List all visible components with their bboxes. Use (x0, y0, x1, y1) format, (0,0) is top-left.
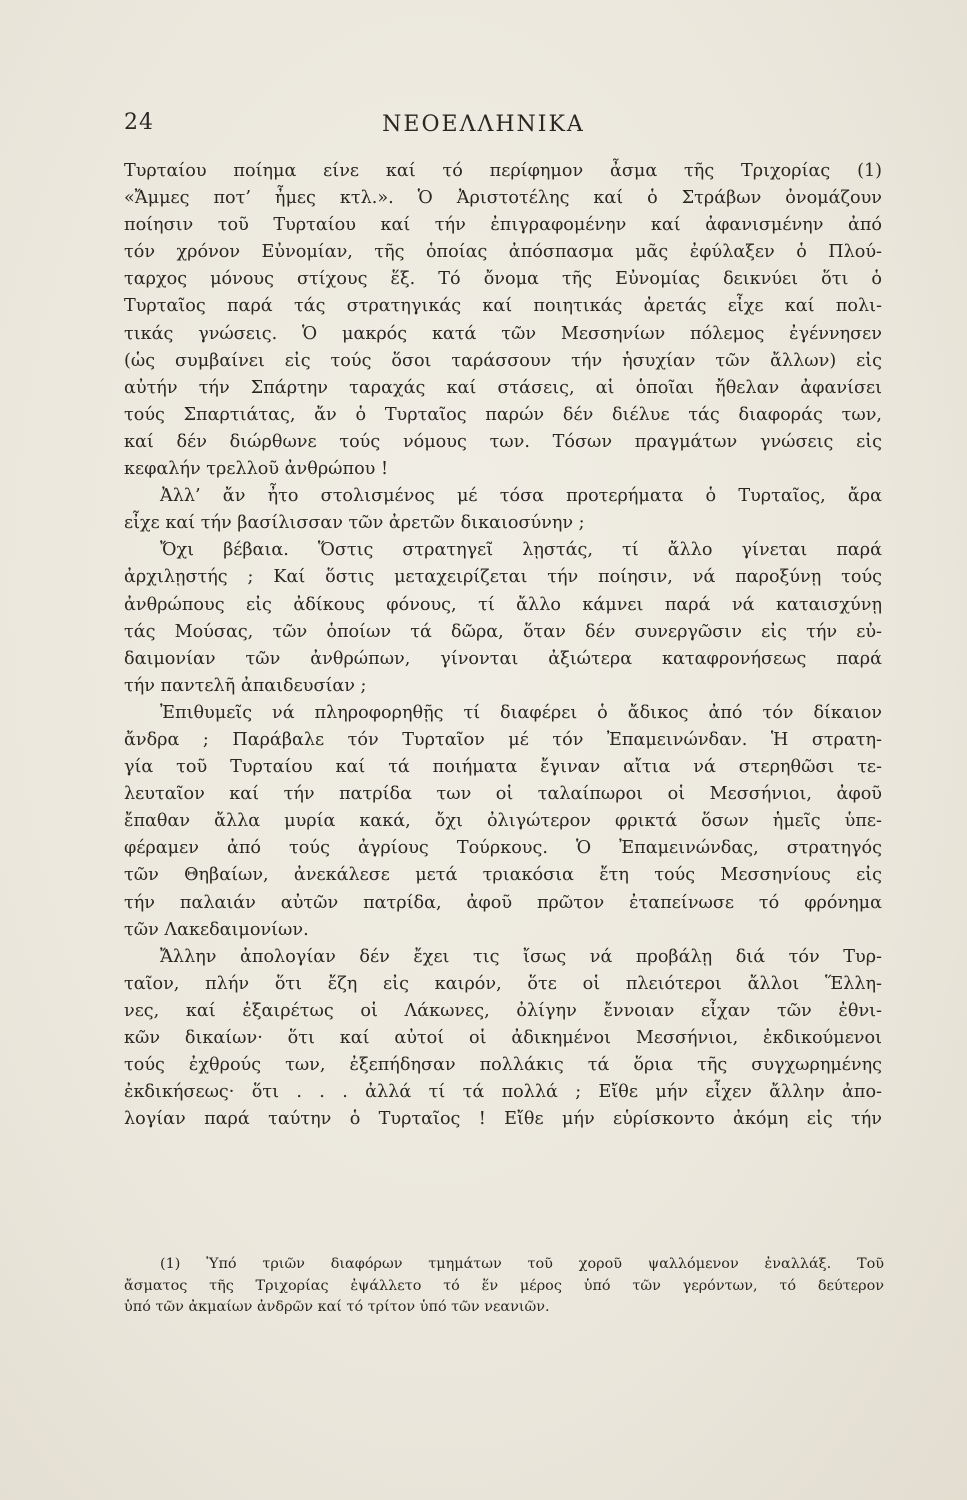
text-line: αὐτήν τήν Σπάρτην ταραχάς καί στάσεις, αἱ ὁποῖαι ἤθελαν ἀφανίσει (124, 377, 882, 398)
text-line: Τυρταῖος παρά τάς στρατηγικάς καί ποιητικάς ἀρετάς εἶχε καί πολι- (124, 296, 882, 317)
text-line: δαιμονίαν τῶν ἀνθρώπων, γίνονται ἀξιώτερα καταφρονήσεως παρά (124, 648, 882, 669)
text-line: τῶν Θηβαίων, ἀνεκάλεσε μετά τριακόσια ἔτη τούς Μεσσηνίους εἰς (124, 865, 882, 886)
text-line: Ὄχι βέβαια. Ὅστις στρατηγεῖ λῃστάς, τί ἄλλο γίνεται παρά (160, 540, 882, 561)
text-line: Τυρταίου ποίημα είνε καί τό περίφημον ἆσμα τῆς Τριχορίας (1) (124, 161, 882, 181)
running-head: ΝΕΟΕΛΛΗΝΙΚΑ (382, 112, 585, 137)
text-line: ἐκδικήσεως· ὅτι . . . ἀλλά τί τά πολλά ; Εἴθε μήν εἶχεν ἄλλην ἀπο- (124, 1082, 882, 1103)
body-text (124, 158, 882, 1133)
text-line: ἀνθρώπους εἰς ἀδίκους φόνους, τί ἄλλο κάμνει παρά νά καταισχύνῃ (124, 594, 882, 615)
text-line: ἀρχιλῃστής ; Καί ὅστις μεταχειρίζεται τήν ποίησιν, νά παροξύνῃ τούς (124, 567, 882, 588)
footnote-line: (1) Ὑπό τριῶν διαφόρων τμημάτων τοῦ χοροῦ ψαλλόμενον ἐναλλάξ. Τοῦ (160, 1256, 884, 1272)
footnote-line: ἄσματος τῆς Τριχορίας ἐψάλλετο τό ἕν μέρος ὑπό τῶν γερόντων, τό δεύτερον (124, 1277, 884, 1294)
text-line: τόν χρόνον Εὐνομίαν, τῆς ὁποίας ἀπόσπασμα μᾶς ἐφύλαξεν ὁ Πλού- (124, 242, 882, 263)
text-line: τήν παντελῆ ἀπαιδευσίαν ; (124, 675, 367, 696)
text-line: κῶν δικαίων· ὅτι καί αὐτοί οἱ ἀδικημένοι Μεσσήνιοι, ἐκδικούμενοι (124, 1028, 882, 1048)
text-line: τούς Σπαρτιάτας, ἄν ὁ Τυρταῖος παρών δέν διέλυε τάς διαφοράς των, (124, 404, 882, 425)
text-line: τικάς γνώσεις. Ὁ μακρός κατά τῶν Μεσσηνίων πόλεμος ἐγέννησεν (124, 323, 882, 344)
text-line: Ἀλλ’ ἄν ἦτο στολισμένος μέ τόσα προτερήματα ὁ Τυρταῖος, ἄρα (160, 486, 882, 507)
text-line: ἄνδρα ; Παράβαλε τόν Τυρταῖον μέ τόν Ἐπαμεινώνδαν. Ἡ στρατη- (124, 729, 882, 750)
text-line: ἔπαθαν ἄλλα μυρία κακά, ὄχι ὀλιγώτερον φρικτά ὅσων ἡμεῖς ὑπε- (124, 811, 882, 832)
footnote-line: ὑπό τῶν ἀκμαίων ἀνδρῶν καί τό τρίτον ὑπό τῶν νεανιῶν. (124, 1299, 550, 1315)
text-line: καί δέν διώρθωνε τούς νόμους των. Τόσων πραγμάτων γνώσεις εἰς (124, 431, 882, 452)
text-line: λευταῖον καί τήν πατρίδα των οἱ ταλαίπωροι οἱ Μεσσήνιοι, ἀφοῦ (124, 784, 882, 805)
text-line: «Ἄμμες ποτ’ ἦμες κτλ.». Ὁ Ἀριστοτέλης καί ὁ Στράβων ὀνομάζουν (124, 188, 882, 209)
text-line: ταῖον, πλήν ὅτι ἔζη εἰς καιρόν, ὅτε οἱ πλειότεροι ἄλλοι Ἕλλη- (124, 973, 882, 994)
text-line: τάς Μούσας, τῶν ὁποίων τά δῶρα, ὅταν δέν συνεργῶσιν εἰς τήν εὐ- (124, 621, 882, 642)
text-line: (ὡς συμβαίνει εἰς τούς ὅσοι ταράσσουν τήν ἡσυχίαν τῶν ἄλλων) εἰς (124, 350, 882, 371)
text-line: κεφαλήν τρελλοῦ ἀνθρώπου ! (124, 459, 389, 480)
text-line: τούς ἐχθρούς των, ἐξεπήδησαν πολλάκις τά ὅρια τῆς συγχωρημένης (124, 1055, 882, 1076)
text-line: τῶν Λακεδαιμονίων. (124, 919, 309, 940)
text-line: φέραμεν ἀπό τούς ἀγρίους Τούρκους. Ὁ Ἐπαμεινώνδας, στρατηγός (124, 838, 882, 859)
footnotes (124, 1254, 884, 1319)
text-line: ταρχος μόνους στίχους ἕξ. Τό ὄνομα τῆς Εὐνομίας δεικνύει ὅτι ὁ (124, 269, 882, 290)
text-line: νες, καί ἐξαιρέτως οἱ Λάκωνες, ὀλίγην ἔννοιαν εἶχαν τῶν ἐθνι- (124, 1000, 882, 1021)
text-line: Ἄλλην ἀπολογίαν δέν ἔχει τις ἴσως νά προβάλῃ διά τόν Τυρ- (160, 946, 882, 967)
text-line: ποίησιν τοῦ Τυρταίου καί τήν ἐπιγραφομένην καί ἀφανισμένην ἀπό (124, 215, 882, 236)
text-line: λογίαν παρά ταύτην ὁ Τυρταῖος ! Εἴθε μήν εὑρίσκοντο ἀκόμη εἰς τήν (124, 1109, 882, 1130)
text-line: εἶχε καί τήν βασίλισσαν τῶν ἀρετῶν δικαιοσύνην ; (124, 513, 585, 534)
page-number: 24 (124, 110, 154, 135)
text-line: τήν παλαιάν αὐτῶν πατρίδα, ἀφοῦ πρῶτον ἐταπείνωσε τό φρόνημα (124, 892, 882, 913)
text-line: Ἐπιθυμεῖς νά πληροφορηθῇς τί διαφέρει ὁ ἄδικος ἀπό τόν δίκαιον (160, 702, 882, 723)
text-line: γία τοῦ Τυρταίου καί τά ποιήματα ἔγιναν αἴτια νά στερηθῶσι τε- (124, 757, 882, 778)
